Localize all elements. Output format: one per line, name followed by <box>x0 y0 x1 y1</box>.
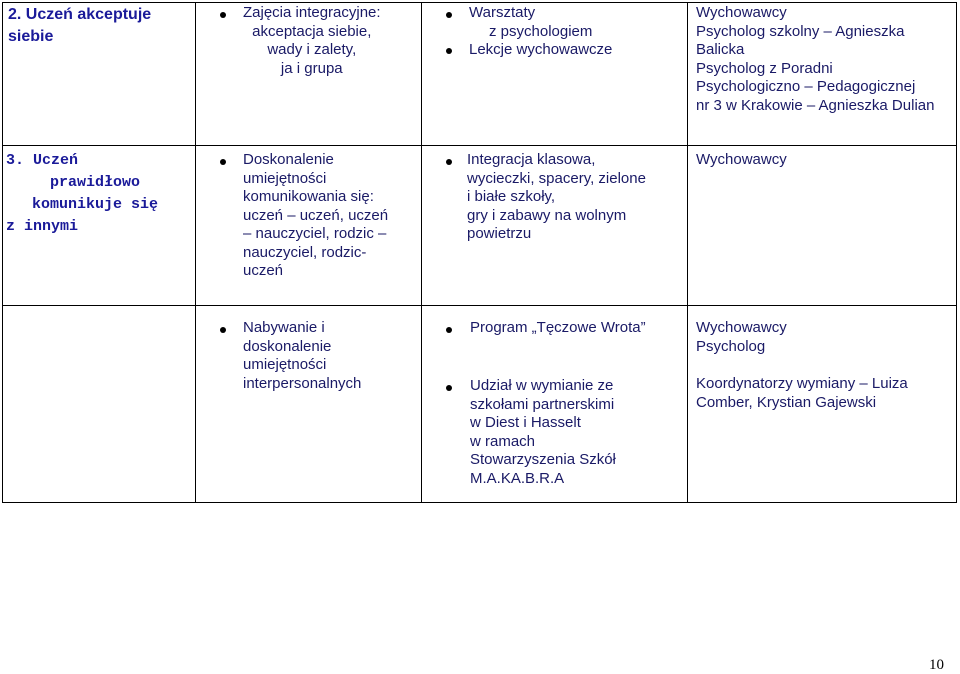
responsible-line: Psycholog z Poradni <box>696 59 833 77</box>
goal-line: prawidłowo <box>49 174 140 191</box>
bullet-icon <box>446 327 452 333</box>
methods-line: Udział w wymianie ze <box>470 377 614 394</box>
forms-line: uczeń <box>243 262 284 279</box>
responsible-line: Psycholog <box>696 337 766 355</box>
forms-line: – nauczyciel, rodzic – <box>243 225 387 242</box>
responsible-line: Balicka <box>696 41 745 58</box>
column-divider <box>195 3 196 502</box>
page-number: 10 <box>929 657 944 673</box>
bullet-icon <box>446 159 452 165</box>
row3-forms <box>243 319 361 393</box>
methods-line: w Diest i Hasselt <box>470 414 581 431</box>
methods-line: wycieczki, spacery, zielone <box>467 169 646 187</box>
row3-methods-program <box>470 319 646 338</box>
forms-line: nauczyciel, rodzic- <box>243 243 367 261</box>
row1-goal <box>8 4 151 48</box>
column-divider <box>421 3 422 502</box>
row3-responsible-a <box>696 319 787 356</box>
row1-responsible <box>696 4 934 115</box>
row2-goal <box>6 150 184 238</box>
bullet-icon <box>220 12 226 18</box>
goal-line: 3. Uczeń <box>6 152 79 169</box>
row-divider <box>3 305 956 306</box>
row1-methods <box>469 4 612 60</box>
forms-line: ja i grupa <box>280 59 343 77</box>
forms-line: Doskonalenie <box>243 151 334 168</box>
goal-line: z innymi <box>6 218 79 235</box>
methods-line: z psychologiem <box>489 22 593 40</box>
methods-line: Integracja klasowa, <box>467 151 596 168</box>
responsible-line: Wychowawcy <box>696 151 787 168</box>
row2-responsible <box>696 151 787 170</box>
forms-line: Zajęcia integracyjne: <box>243 4 381 21</box>
row2-methods <box>467 151 646 244</box>
row3-responsible-b <box>696 375 908 412</box>
forms-line: interpersonalnych <box>243 374 362 392</box>
responsible-line: Wychowawcy <box>696 4 787 21</box>
forms-line: uczeń – uczeń, uczeń <box>243 206 389 224</box>
methods-line: w ramach <box>470 432 536 450</box>
column-divider <box>687 3 688 502</box>
methods-line: i białe szkoły, <box>467 188 556 205</box>
methods-line: Stowarzyszenia Szkół <box>470 451 616 468</box>
methods-line: Program „Tęczowe Wrota” <box>470 319 646 336</box>
methods-line: Warsztaty <box>469 4 536 21</box>
responsible-line: Koordynatorzy wymiany – Luiza <box>696 375 908 392</box>
forms-line: doskonalenie <box>243 337 332 355</box>
bullet-icon <box>220 159 226 165</box>
goal-line: komunikuje się <box>31 196 159 213</box>
methods-line: Lekcje wychowawcze <box>469 41 613 58</box>
responsible-line: Comber, Krystian Gajewski <box>696 393 877 411</box>
goal-line: 2. Uczeń akceptuje <box>8 6 152 23</box>
forms-line: umiejętności <box>243 356 327 373</box>
row-divider <box>3 145 956 146</box>
methods-line: powietrzu <box>467 225 532 242</box>
bullet-icon <box>446 48 452 54</box>
row3-methods-exchange <box>470 377 616 488</box>
responsible-line: Psycholog szkolny – Agnieszka <box>696 22 905 40</box>
bullet-icon <box>446 12 452 18</box>
methods-line: szkołami partnerskimi <box>470 395 615 413</box>
row1-forms <box>243 4 381 78</box>
forms-line: akceptacja siebie, <box>252 22 372 40</box>
responsible-line: Psychologiczno – Pedagogicznej <box>696 78 916 95</box>
responsible-line: nr 3 w Krakowie – Agnieszka Dulian <box>696 96 935 114</box>
forms-line: umiejętności <box>243 169 327 187</box>
row2-forms <box>243 151 388 281</box>
goal-line: siebie <box>8 28 54 45</box>
forms-line: Nabywanie i <box>243 319 325 336</box>
bullet-icon <box>446 385 452 391</box>
methods-line: gry i zabawy na wolnym <box>467 206 627 224</box>
forms-line: komunikowania się: <box>243 188 374 205</box>
responsible-line: Wychowawcy <box>696 319 787 336</box>
bullet-icon <box>220 327 226 333</box>
forms-line: wady i zalety, <box>267 41 357 58</box>
methods-line: M.A.KA.B.R.A <box>470 469 565 487</box>
